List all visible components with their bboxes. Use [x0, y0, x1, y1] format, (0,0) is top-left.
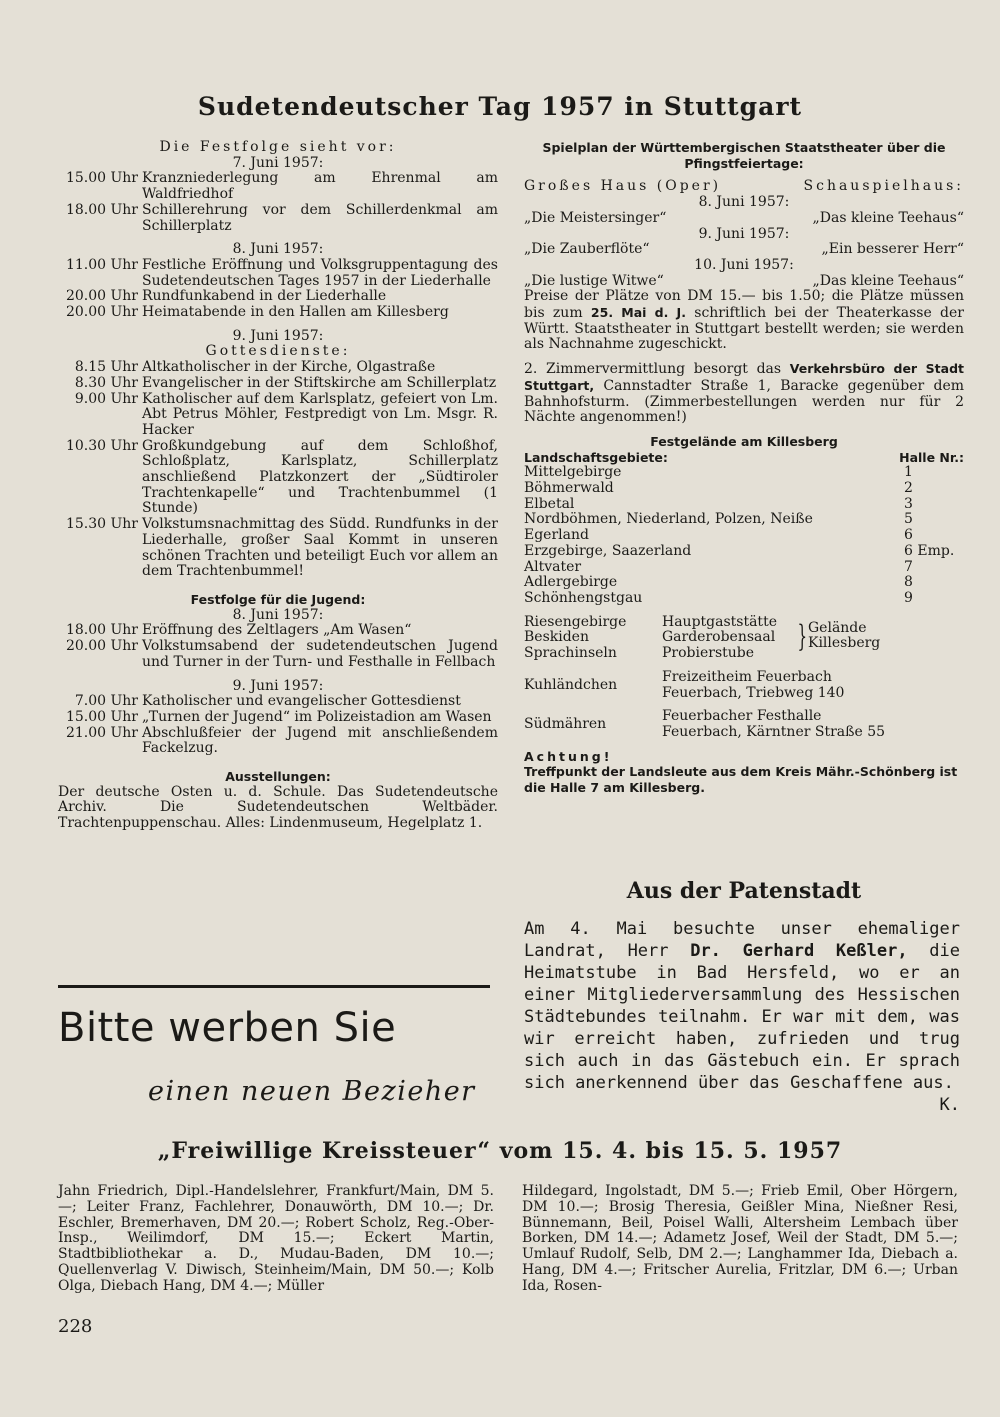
event-text: Heimatabende in den Hallen am Killesberg — [142, 304, 449, 321]
event-row — [58, 710, 498, 726]
patenstadt-text-part: Am 4. Mai besuchte unser ehemaliger Landrat, Herr — [524, 919, 960, 961]
show-row — [524, 242, 964, 258]
regions-list — [524, 465, 964, 606]
event-time: 15.00 Uhr — [65, 170, 138, 187]
event-time: 18.00 Uhr — [65, 201, 138, 218]
hall-number: 8 — [904, 574, 913, 591]
hall-number: 1 — [904, 464, 913, 481]
event-text: Volkstumsabend der sudetendeutschen Jugend und Turner in der Turn- und Festhalle in Fellbach — [142, 638, 498, 670]
event-time: 8.15 Uhr — [74, 359, 138, 376]
show-row — [524, 211, 964, 227]
day-heading: 8. Juni 1957: — [232, 606, 324, 623]
event-text: Rundfunkabend in der Liederhalle — [142, 288, 387, 305]
event-row — [58, 517, 498, 580]
hall-number: 9 — [904, 589, 913, 606]
ad-headline: Bitte werben Sie — [58, 1005, 397, 1051]
hall-number: 3 — [904, 495, 913, 512]
patenstadt-text-part: die Heimatstube in Bad Hersfeld, wo er an einer Mitgliederversammlung des Hessischen Städtebundes teilnahm. Er war mit dem, was wir erreicht haben, zufrieden und trug sich auch in das Gästebuch ein. Er sprach sich anerkennend über das Geschaffene aus. — [524, 941, 960, 1093]
divider — [58, 985, 490, 988]
event-text: Kranzniederlegung am Ehrenmal am Waldfriedhof — [142, 170, 498, 203]
patenstadt-title: Aus der Patenstadt — [626, 878, 862, 904]
house-drama: Schauspielhaus: — [803, 178, 964, 195]
prices-deadline: 25. Mai d. J. — [590, 305, 686, 321]
event-text: Katholischer und evangelischer Gottesdienst — [142, 693, 461, 710]
opera-show: „Die Zauberflöte“ — [524, 241, 650, 258]
meeting-notice: Treffpunkt der Landsleute aus dem Kreis Mähr.-Schönberg ist die Halle 7 am Killesberg. — [524, 764, 958, 796]
event-time: 10.30 Uhr — [65, 437, 138, 454]
show-date: 10. Juni 1957: — [694, 256, 794, 273]
event-time: 15.30 Uhr — [65, 516, 138, 533]
regions-header — [524, 450, 964, 466]
region-row — [524, 544, 964, 560]
venue-region: Riesengebirge — [524, 613, 627, 630]
opera-show: „Die Meistersinger“ — [524, 209, 667, 226]
event-text: Katholischer auf dem Karlsplatz, gefeiert von Lm. Abt Petrus Möhler, Festpredigt von Lm. Msgr. R. Hacker — [142, 390, 498, 438]
show-date: 9. Juni 1957: — [698, 225, 790, 242]
venue-row — [524, 709, 964, 740]
event-row — [58, 203, 498, 234]
event-row — [58, 392, 498, 439]
event-text: Schillerehrung vor dem Schillerdenkmal am Schillerplatz — [142, 201, 498, 234]
theatre-houses — [524, 179, 964, 195]
event-text: Altkatholischer in der Kirche, Olgastraße — [142, 359, 436, 376]
hall-number: 2 — [904, 480, 913, 497]
event-text: Abschlußfeier der Jugend mit anschließendem Fackelzug. — [142, 724, 498, 757]
house-opera: Großes Haus (Oper) — [524, 178, 722, 195]
region-name: Schönhengstgau — [524, 589, 643, 606]
day-heading: 9. Juni 1957: — [232, 677, 324, 694]
rooms-text-part: Cannstadter Straße 1, Baracke gegenüber dem Bahnhofsturm. (Zimmerbestellungen werden nur für 2 Nächte angenommen!) — [524, 377, 964, 426]
event-time: 18.00 Uhr — [65, 622, 138, 639]
event-row — [58, 289, 498, 305]
regions-label: Landschaftsgebiete: — [524, 449, 668, 465]
hall-number: 5 — [904, 511, 913, 528]
prices-text-part: Preise der Plätze von DM 15.— bis 1.50; die Plätze müssen bis zum — [524, 288, 964, 322]
tax-title: „Freiwillige Kreissteuer“ vom 15. 4. bis 15. 5. 1957 — [157, 1138, 843, 1164]
page-number: 228 — [58, 1316, 93, 1337]
venue-region: Südmähren — [524, 716, 607, 733]
tax-list-right: Hildegard, Ingolstadt, DM 5.—; Frieb Emil, Ober Hörgern, DM 10.—; Brosig Theresia, Geißler Mina, Nießner Resi, Bünnemann, Beil, Poisel Walli, Altersheim Lembach über Borken, DM 14.—; Adametz Josef, Weil der Stadt, DM 5.—; Umlauf Rudolf, Selb, DM 2.—; Langhammer Ida, Diebach a. Hang, DM 4.—; Fritscher Aurelia, Fritzlar, DM 6.—; Urban Ida, Rosen- — [522, 1183, 958, 1294]
venue-group — [524, 615, 964, 662]
event-text: Festliche Eröffnung und Volksgruppentagung des Sudetendeutschen Tages 1957 in der Liederhalle — [142, 256, 498, 289]
venue-place: Freizeitheim Feuerbach — [662, 668, 832, 685]
region-row — [524, 481, 964, 497]
exhibitions-text: Der deutsche Osten u. d. Schule. Das Sudetendeutsche Archiv. Die Sudetendeutschen Weltbäder. Trachtenpuppenschau. Alles: Lindenmuseum, Hegelplatz 1. — [58, 783, 498, 832]
region-name: Egerland — [524, 527, 589, 544]
rooms-text — [524, 361, 964, 426]
tax-list-left: Jahn Friedrich, Dipl.-Handelslehrer, Frankfurt/Main, DM 5.—; Leiter Franz, Fachlehrer, Donauwörth, DM 10.—; Dr. Eschler, Bremerhaven, DM 20.—; Robert Scholz, Reg.-Ober-Insp., Weilimdorf, DM 15.—; Eckert Martin, Stadtbibliothekar a. D., Mudau-Baden, DM 10.—; Quellenverlag V. Diwisch, Steinheim/Main, DM 50.—; Kolb Olga, Diebach Hang, DM 4.—; Müller — [58, 1183, 494, 1294]
region-row — [524, 591, 964, 607]
drama-show: „Ein besserer Herr“ — [821, 241, 964, 258]
venue-group-label: Gelände Killesberg — [808, 619, 881, 652]
region-name: Elbetal — [524, 495, 575, 512]
day-heading: 7. Juni 1957: — [232, 154, 324, 171]
venue-row — [524, 670, 964, 701]
venue-region: Sprachinseln — [524, 645, 617, 662]
drama-show: „Das kleine Teehaus“ — [812, 209, 964, 226]
patenstadt-person: Dr. Gerhard Keßler, — [690, 941, 908, 961]
region-name: Böhmerwald — [524, 480, 614, 497]
event-row — [58, 376, 498, 392]
drama-show: „Das kleine Teehaus“ — [812, 272, 964, 289]
venue-place: Feuerbacher Festhalle — [662, 708, 822, 725]
hall-number: 7 — [904, 558, 913, 575]
event-row — [58, 623, 498, 639]
event-text: Großkundgebung auf dem Schloßhof, Schloßplatz, Karlsplatz, Schillerplatz anschließend Platzkonzert der „Südtiroler Trachtenkapelle“ und Trachtenbummel (1 Stunde) — [142, 437, 498, 517]
rooms-text-part: 2. Zimmervermittlung besorgt das — [524, 361, 782, 378]
prices-text — [524, 289, 964, 353]
event-time: 20.00 Uhr — [65, 288, 138, 305]
fair-heading: Festgelände am Killesberg — [650, 433, 838, 449]
event-row — [58, 258, 498, 289]
event-row — [58, 639, 498, 670]
event-time: 20.00 Uhr — [65, 304, 138, 321]
event-row — [58, 360, 498, 376]
youth-heading: Festfolge für die Jugend: — [190, 591, 366, 607]
rooms-office: Verkehrsbüro der Stadt Stuttgart, — [524, 361, 964, 393]
event-row — [58, 171, 498, 202]
venue-place: Garderobensaal — [662, 629, 776, 646]
event-text: Eröffnung des Zeltlagers „Am Wasen“ — [142, 622, 412, 639]
region-name: Erzgebirge, Saazerland — [524, 542, 692, 559]
event-row — [58, 694, 498, 710]
event-time: 15.00 Uhr — [65, 708, 138, 725]
event-row — [58, 726, 498, 757]
day-heading: 9. Juni 1957: — [232, 327, 324, 344]
prices-text-part: schriftlich bei der Theaterkasse der Württ. Staatstheater in Stuttgart bestellt werden; sie werden als Nachnahme zugeschickt. — [524, 305, 965, 353]
info-column — [524, 140, 964, 796]
region-row — [524, 528, 964, 544]
event-text: Volkstumsnachmittag des Südd. Rundfunks in der Liederhalle, großer Saal Kommt in unseren schönen Trachten und beteiligt Euch vor allem an dem Trachtenbummel! — [142, 516, 498, 580]
opera-show: „Die lustige Witwe“ — [524, 272, 664, 289]
patenstadt-text — [524, 918, 960, 1116]
region-name: Altvater — [524, 558, 582, 575]
hall-number: 6 — [904, 527, 913, 544]
theatre-heading: Spielplan der Württembergischen Staatstheater über die Pfingstfeiertage: — [542, 140, 946, 171]
region-row — [524, 512, 964, 528]
day-heading: 8. Juni 1957: — [232, 241, 324, 258]
patenstadt-signature: K. — [939, 1095, 960, 1115]
event-time: 7.00 Uhr — [74, 693, 138, 710]
region-name: Adlergebirge — [524, 574, 618, 591]
region-row — [524, 575, 964, 591]
event-row — [58, 439, 498, 518]
show-row — [524, 274, 964, 290]
venue-region: Kuhländchen — [524, 676, 618, 693]
venue-address: Feuerbach, Kärntner Straße 55 — [662, 723, 886, 740]
region-name: Nordböhmen, Niederland, Polzen, Neiße — [524, 511, 813, 528]
hall-number: 6 Emp. — [904, 542, 955, 559]
ad-subline: einen neuen Bezieher — [148, 1076, 476, 1107]
services-heading: Gottesdienste: — [205, 343, 351, 360]
venue-place: Probierstube — [662, 645, 755, 662]
region-name: Mittelgebirge — [524, 464, 622, 481]
venue-region: Beskiden — [524, 629, 589, 646]
show-date: 8. Juni 1957: — [698, 194, 790, 211]
event-text: „Turnen der Jugend“ im Polizeistadion am Wasen — [142, 708, 492, 725]
program-intro: Die Festfolge sieht vor: — [159, 139, 397, 155]
event-time: 21.00 Uhr — [65, 724, 138, 741]
program-column — [58, 140, 498, 832]
brace-icon: } — [797, 618, 808, 654]
event-time: 9.00 Uhr — [74, 390, 138, 407]
event-time: 20.00 Uhr — [65, 638, 138, 655]
region-row — [524, 497, 964, 513]
region-row — [524, 465, 964, 481]
event-text: Evangelischer in der Stiftskirche am Schillerplatz — [142, 374, 497, 391]
attention-label: Achtung! — [524, 748, 613, 764]
event-time: 11.00 Uhr — [65, 256, 138, 273]
exhibitions-heading: Ausstellungen: — [225, 769, 331, 785]
venue-place: Hauptgaststätte — [662, 613, 777, 630]
hall-label: Halle Nr.: — [899, 449, 964, 465]
region-row — [524, 560, 964, 576]
main-title: Sudetendeutscher Tag 1957 in Stuttgart — [197, 92, 803, 121]
venue-address: Feuerbach, Triebweg 140 — [662, 684, 845, 701]
event-time: 8.30 Uhr — [74, 374, 138, 391]
event-row — [58, 305, 498, 321]
